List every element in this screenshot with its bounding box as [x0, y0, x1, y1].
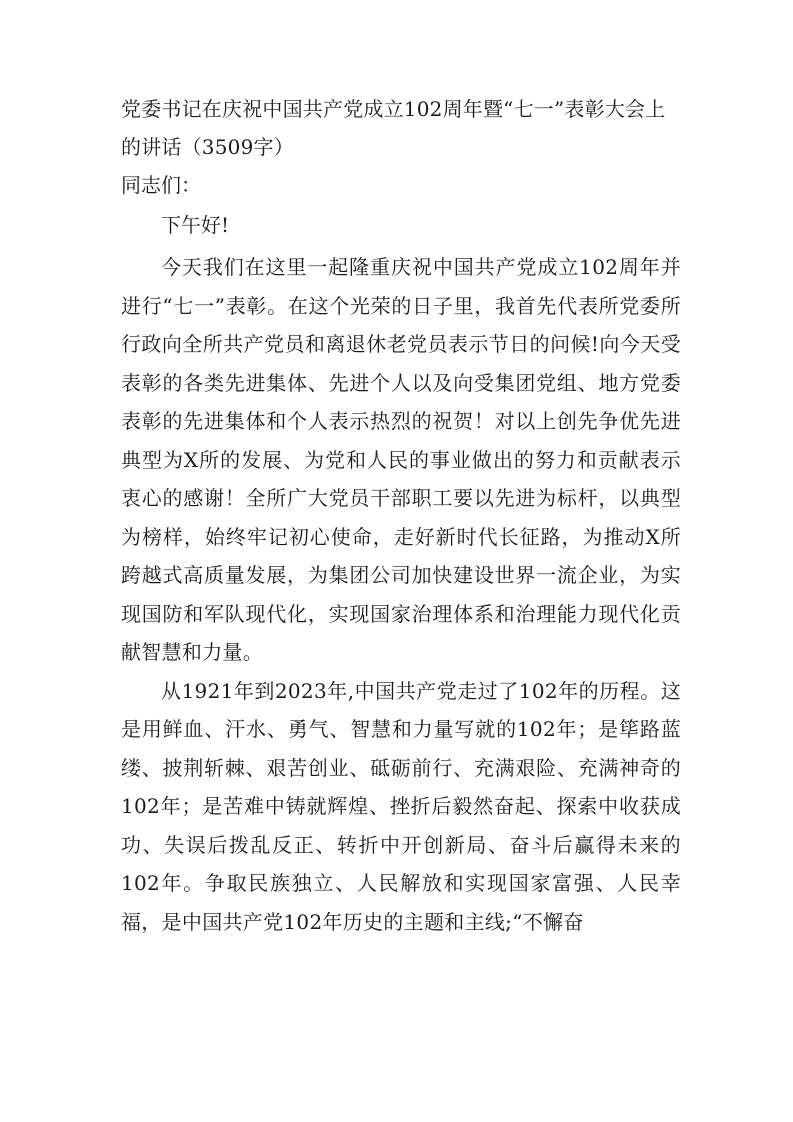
- greeting: 下午好!: [161, 213, 230, 237]
- document-body: [121, 90, 681, 941]
- paragraph-opening: 今天我们在这里一起隆重庆祝中国共产党成立102周年并进行“七一”表彰。在这个光荣的日子里，我首先代表所党委所行政向全所共产党员和离退休老党员表示节日的问候!向今天受表彰的各类先进集体、先进个人以及向受集团党组、地方党委表彰的先进集体和个人表示热烈的祝贺！对以上创先争优先进典型为X所的发展、为党和人民的事业做出的努力和贡献表示衷心的感谢！全所广大党员干部职工要以先进为标杆，以典型为榜样，始终牢记初心使命，走好新时代长征路，为推动X所跨越式高质量发展，为集团公司加快建设世界一流企业，为实现国防和军队现代化，实现国家治理体系和治理能力现代化贡献智慧和力量。: [121, 255, 681, 664]
- document-title: 党委书记在庆祝中国共产党成立102周年暨“七一”表彰大会上的讲话（3509字）: [121, 97, 666, 159]
- salutation: 同志们：: [121, 173, 201, 197]
- paragraph-history: 从1921年到2023年,中国共产党走过了102年的历程。这是用鲜血、汗水、勇气、智慧和力量写就的102年；是筚路蓝缕、披荆斩棘、艰苦创业、砥砺前行、充满艰险、充满神奇的102年；是苦难中铸就辉煌、挫折后毅然奋起、探索中收获成功、失误后拨乱反正、转折中开创新局、奋斗后赢得未来的102年。争取民族独立、人民解放和实现国家富强、人民幸福，是中国共产党102年历史的主题和主线;“不懈奋: [121, 678, 681, 934]
